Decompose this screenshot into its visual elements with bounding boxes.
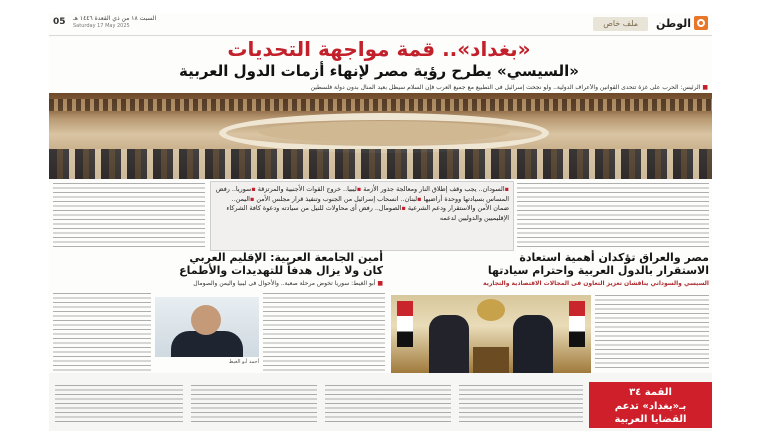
photo-person-head [191,305,221,335]
dateline [73,15,156,30]
summary-item: اليمن.. ضمان الأمن والاستقرار ودعم الشرعية [231,194,509,213]
date-english: Saturday 17 May 2025 [73,23,130,29]
article-column [191,385,317,425]
bilateral-meeting-photo [391,295,591,373]
text-lines [595,295,709,371]
photo-delegates [49,149,712,179]
text-lines [191,385,317,425]
story-right-subheadline: السيسي والسوداني يناقشان تعزيز التعاون فى المجالات الاقتصادية والتجارية [483,280,709,287]
text-lines [55,385,183,425]
article-column [263,293,385,371]
headline-line: الاستقرار بالدول العربية واحترام سيادتها [487,264,709,277]
article-column [595,295,709,371]
summary-item: ليبيا.. خروج القوات الأجنبية والمرتزقة [257,185,357,193]
summit-photo [49,93,712,179]
flag-icon [397,301,413,347]
summary-item: سوريا.. رفض المساس بسيادتها ووحدة أراضيها [215,185,509,203]
page-header [49,13,712,36]
logo-text: الوطن [655,16,691,30]
photo-side-table [473,347,509,373]
text-lines [53,183,205,247]
photo-table-center [259,121,509,143]
story-left-subheadline [53,280,383,287]
section-label: ملف خاص [593,17,648,31]
page-number: 05 [53,17,66,27]
photo-person [429,315,469,373]
subheadline-text: الرئيس: الحرب على غزة تتحدى القوانين والأعراف الدولية.. ولو نجحت إسرائيل فى التطبيع مع جميع العرب فإن السلام سيظل بعيد المنال بدون دولة فلسطين [310,84,701,91]
promo-line: القضايا العربية [614,414,687,425]
subheadline-text: أبو الغيط: سوريا تخوض مرحلة صعبة.. والأحوال فى ليبيا واليمن والصومال [193,280,376,287]
photo-person [513,315,553,373]
masthead-logo [656,16,708,30]
text-lines [517,183,709,247]
photo-caption: أحمد أبو الغيط [228,359,259,365]
photo-audience-rows [49,99,712,111]
newspaper-logo-icon [694,16,708,30]
text-lines [459,385,583,425]
article-column [325,385,451,425]
article-column [517,183,709,247]
bullet-icon: ■ [375,280,383,287]
newspaper-page [49,13,712,431]
promo-line: بـ«بغداد» تدعم [614,401,687,412]
headline-line: مصر والعراق تؤكدان أهمية استعادة [519,251,709,264]
kicker-headline: «بغداد».. قمة مواجهة التحديات [227,37,531,61]
article-column [53,183,205,247]
promo-box [589,382,712,428]
summary-box [210,181,514,251]
main-headline: «السيسي» يطرح رؤية مصر لإنهاء أزمات الدول العربية [179,62,579,80]
text-lines [53,293,151,371]
summary-item: لبنان.. انسحاب إسرائيل من الجنوب وتنفيذ قرار مجلس الأمن [256,194,418,203]
main-subheadline [53,84,708,91]
bullet-icon: ▪ [249,194,255,203]
article-column [55,385,183,425]
date-arabic: السبت ١٨ من ذي القعدة ١٤٤٦ هـ [73,15,157,22]
summary-item: الصومال.. رفض أى محاولات للنيل من سيادته ودعوة كافة الشركاء الإقليميين والدوليين لدعمه [226,204,509,222]
text-lines [263,293,385,371]
bullet-icon: ▪ [251,185,256,193]
summary-item: السودان.. يجب وقف إطلاق النار ومعالجة جذور الأزمة [363,185,505,193]
text-lines [325,385,451,425]
bullet-icon: ▪ [504,185,509,193]
article-column [459,385,583,425]
flag-icon [569,301,585,347]
bullet-icon: ▪ [401,204,406,213]
bullet-icon: ▪ [417,194,422,203]
bullet-icon: ■ [700,84,708,91]
bullet-icon: ▪ [356,185,362,193]
story-left-headline [53,251,383,277]
secretary-general-photo [155,297,259,357]
headline-line: كان ولا يزال هدفاً للتهديدات والأطماع [179,264,383,277]
emblem-icon [477,299,505,321]
promo-number: القمة ٣٤ [629,387,672,398]
summary-list [215,185,509,223]
article-column [53,293,151,371]
story-right-headline [389,251,709,277]
headline-line: أمين الجامعة العربية: الإقليم العربي [189,251,383,264]
